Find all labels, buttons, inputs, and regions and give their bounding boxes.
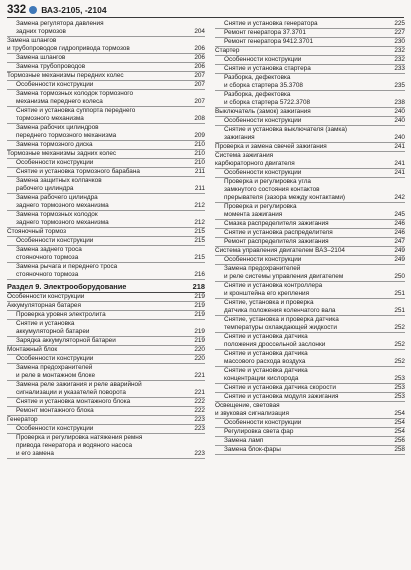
toc-entry-title: Ремонт генератора 9412.3701 <box>224 38 314 45</box>
toc-entry <box>7 81 205 90</box>
toc-entry-page: 220 <box>194 355 205 362</box>
toc-entry-title: Проверка и регулировка момента зажигания <box>224 203 297 218</box>
toc-entry-title: Стояночный тормоз <box>7 228 66 235</box>
toc-entry-page: 256 <box>394 437 405 444</box>
toc-entry-page: 223 <box>194 416 205 423</box>
toc-entry-title: Особенности конструкции <box>224 56 302 63</box>
toc-entry <box>215 316 405 333</box>
toc-entry-title: Замена предохранителей и реле системы управления двигателем <box>224 265 344 280</box>
toc-entry <box>7 159 205 168</box>
toc-entry <box>215 256 405 265</box>
toc-entry-page: 238 <box>394 99 405 106</box>
toc-entry-page: 207 <box>194 72 205 79</box>
toc-entry-title: Проверка и регулировка угла замкнутого состояния контактов прерывателя (зазора между контактами) <box>224 178 346 201</box>
toc-entry-title: Система зажигания карбюраторного двигателя <box>215 152 295 167</box>
toc-left-column <box>7 20 205 459</box>
toc-entry-title: Выключатель (замок) зажигания <box>215 108 311 115</box>
toc-entry <box>215 393 405 402</box>
toc-entry <box>7 425 205 434</box>
toc-entry <box>7 177 205 194</box>
toc-entry <box>7 293 205 302</box>
toc-entry-page: 240 <box>394 117 405 124</box>
toc-entry <box>215 56 405 65</box>
toc-entry <box>215 29 405 38</box>
toc-entry <box>215 169 405 178</box>
toc-entry-page: 210 <box>194 150 205 157</box>
toc-entry-title: Снятие и установка тормозного барабана <box>16 168 140 175</box>
toc-entry-title: Проверка и замена свечей зажигания <box>215 143 327 150</box>
toc-entry-title: Снятие и установка распределителя <box>224 229 333 236</box>
toc-entry-page: 249 <box>394 247 405 254</box>
page-number: 332 <box>7 4 27 16</box>
toc-entry <box>215 47 405 56</box>
toc-entry-title: Раздел 9. Электрооборудование <box>7 282 127 291</box>
toc-entry-page: 215 <box>194 254 205 261</box>
toc-entry-title: Снятие и установка модуля зажигания <box>224 393 339 400</box>
toc-entry-page: 232 <box>394 56 405 63</box>
toc-entry <box>215 229 405 238</box>
toc-entry-page: 204 <box>194 28 205 35</box>
toc-right-column <box>215 20 405 455</box>
toc-entry-page: 254 <box>394 419 405 426</box>
toc-entry-page: 249 <box>394 256 405 263</box>
toc-entry-title: Проверка уровня электролита <box>16 311 106 318</box>
toc-entry-page: 242 <box>394 194 405 201</box>
toc-entry-page: 245 <box>394 211 405 218</box>
toc-entry-title: Особенности конструкции <box>16 237 94 244</box>
toc-entry-page: 222 <box>194 398 205 405</box>
toc-entry-page: 240 <box>394 134 405 141</box>
toc-entry-page: 241 <box>394 143 405 150</box>
toc-entry <box>215 74 405 91</box>
toc-entry-title: Система управления двигателем ВАЗ–2104 <box>215 247 345 254</box>
toc-entry-page: 246 <box>394 229 405 236</box>
toc-entry-title: Замена ламп <box>224 437 264 444</box>
toc-entry <box>215 428 405 437</box>
toc-entry <box>7 168 205 177</box>
toc-entry-page: 206 <box>194 54 205 61</box>
toc-entry-title: Особенности конструкции <box>224 169 302 176</box>
toc-entry-title: Замена защитных колпачков рабочего цилиндра <box>16 177 102 192</box>
toc-entry <box>215 238 405 247</box>
toc-entry-title: Снятие и установка аккумуляторной батареи <box>16 320 90 335</box>
toc-entry <box>215 20 405 29</box>
toc-entry <box>215 91 405 108</box>
toc-entry <box>7 20 205 37</box>
toc-entry-title: Снятие и установка выключателя (замка) зажигания <box>224 126 348 141</box>
toc-entry-title: Особенности конструкции <box>7 293 85 300</box>
toc-entry-title: Замена заднего троса стояночного тормоза <box>16 246 82 261</box>
book-model-title: ВАЗ-2105, -2104 <box>41 5 107 15</box>
toc-entry-page: 221 <box>194 389 205 396</box>
toc-entry-page: 227 <box>394 29 405 36</box>
toc-entry <box>7 263 205 280</box>
toc-entry-title: Замена тормозных колодок тормозного механизма переднего колеса <box>16 90 134 105</box>
toc-entry-page: 220 <box>194 346 205 353</box>
toc-entry <box>215 384 405 393</box>
toc-entry-page: 215 <box>194 228 205 235</box>
toc-entry-title: Снятие, установка и проверка датчика положения коленчатого вала <box>224 299 336 314</box>
toc-entry <box>215 152 405 169</box>
toc-entry-title: Особенности конструкции <box>16 425 94 432</box>
toc-entry-page: 241 <box>394 169 405 176</box>
toc-entry-page: 207 <box>194 81 205 88</box>
toc-entry-page: 230 <box>394 38 405 45</box>
toc-entry-page: 232 <box>394 47 405 54</box>
toc-entry-page: 216 <box>194 271 205 278</box>
toc-entry-title: Снятие, установка и проверка датчика температуры охлаждающей жидкости <box>224 316 339 331</box>
toc-entry-title: Освещение, световая и звуковая сигнализация <box>215 402 289 417</box>
toc-entry <box>215 117 405 126</box>
toc-entry-title: Ремонт монтажного блока <box>16 407 94 414</box>
toc-entry <box>7 228 205 237</box>
toc-entry <box>7 346 205 355</box>
toc-entry-title: Особенности конструкции <box>224 256 302 263</box>
toc-entry-title: Разборка, дефектовка и сборка стартера 35.3708 <box>224 74 303 89</box>
toc-entry-page: 209 <box>194 132 205 139</box>
toc-entry <box>7 90 205 107</box>
toc-entry-title: Аккумуляторная батарея <box>7 302 81 309</box>
toc-entry-page: 250 <box>394 273 405 280</box>
toc-entry-page: 223 <box>194 425 205 432</box>
toc-entry-title: Замена шлангов <box>16 54 66 61</box>
toc-entry-page: 258 <box>394 446 405 453</box>
toc-entry-title: Снятие и установка стартера <box>224 65 311 72</box>
toc-entry <box>7 37 205 54</box>
toc-entry-page: 219 <box>194 293 205 300</box>
toc-entry <box>7 320 205 337</box>
toc-entry-page: 208 <box>194 115 205 122</box>
toc-entry <box>7 337 205 346</box>
toc-entry <box>215 65 405 74</box>
toc-entry-title: Разборка, дефектовка и сборка стартера 5722.3708 <box>224 91 311 106</box>
toc-entry-page: 219 <box>194 311 205 318</box>
toc-entry-page: 235 <box>394 82 405 89</box>
toc-entry-page: 254 <box>394 410 405 417</box>
toc-entry-page: 206 <box>194 63 205 70</box>
toc-entry-title: Замена рабочего цилиндра заднего тормозного механизма <box>16 194 109 209</box>
toc-entry-page: 211 <box>194 185 205 192</box>
toc-entry-page: 215 <box>194 237 205 244</box>
toc-entry-title: Замена трубопроводов <box>16 63 86 70</box>
toc-entry <box>215 350 405 367</box>
toc-entry <box>215 38 405 47</box>
toc-entry-title: Снятие и установка суппорта переднего тормозного механизма <box>16 107 136 122</box>
toc-entry-page: 251 <box>394 290 405 297</box>
toc-entry <box>215 402 405 419</box>
toc-entry-title: Регулировка света фар <box>224 428 294 435</box>
toc-entry-page: 225 <box>394 20 405 27</box>
toc-entry-page: 240 <box>394 108 405 115</box>
toc-entry-page: 247 <box>394 238 405 245</box>
toc-entry-title: Снятие и установка датчика массового расхода воздуха <box>224 350 308 365</box>
toc-entry <box>7 237 205 246</box>
toc-entry <box>7 63 205 72</box>
toc-entry-page: 252 <box>394 358 405 365</box>
toc-entry <box>7 141 205 150</box>
toc-entry-page: 223 <box>194 450 205 457</box>
toc-entry <box>7 124 205 141</box>
toc-entry <box>7 194 205 211</box>
toc-entry-page: 210 <box>194 141 205 148</box>
toc-entry <box>215 299 405 316</box>
toc-entry <box>215 437 405 446</box>
toc-entry-title: Замена тормозного диска <box>16 141 93 148</box>
toc-entry <box>215 367 405 384</box>
toc-entry-title: Ремонт распределителя зажигания <box>224 238 329 245</box>
toc-entry-page: 211 <box>194 168 205 175</box>
toc-entry-page: 221 <box>194 372 205 379</box>
toc-entry <box>215 143 405 152</box>
toc-entry <box>215 446 405 455</box>
toc-entry-page: 212 <box>194 219 205 226</box>
toc-entry <box>215 333 405 350</box>
toc-entry-title: Смазка распределителя зажигания <box>224 220 329 227</box>
toc-entry <box>7 72 205 81</box>
toc-entry-title: Замена рычага и переднего троса стояночного тормоза <box>16 263 118 278</box>
toc-entry-page: 252 <box>394 324 405 331</box>
toc-entry-title: Снятие и установка датчика концентрации кислорода <box>224 367 308 382</box>
toc-entry-title: Стартер <box>215 47 240 54</box>
toc-entry <box>215 178 405 203</box>
toc-entry-title: Проверка и регулировка натяжения ремня привода генератора и водяного насоса и его замена <box>16 434 143 457</box>
toc-entry-title: Генератор <box>7 416 38 423</box>
toc-entry-title: Снятие и установка монтажного блока <box>16 398 131 405</box>
toc-entry-page: 246 <box>394 220 405 227</box>
toc-entry-page: 207 <box>194 98 205 105</box>
toc-entry-page: 251 <box>394 307 405 314</box>
toc-entry-title: Замена блок-фары <box>224 446 281 453</box>
toc-entry <box>7 311 205 320</box>
page-header <box>7 3 404 18</box>
toc-entry-page: 219 <box>194 337 205 344</box>
toc-entry-title: Тормозные механизмы задних колес <box>7 150 117 157</box>
toc-entry-page: 218 <box>192 282 205 291</box>
toc-entry <box>215 203 405 220</box>
toc-entry <box>215 282 405 299</box>
toc-entry-page: 241 <box>394 160 405 167</box>
toc-entry-page: 210 <box>194 159 205 166</box>
toc-entry <box>215 108 405 117</box>
toc-entry-title: Особенности конструкции <box>224 419 302 426</box>
toc-entry-title: Снятие и установка генератора <box>224 20 318 27</box>
toc-entry-title: Замена тормозных колодок заднего тормозного механизма <box>16 211 109 226</box>
toc-entry-page: 253 <box>394 384 405 391</box>
toc-entry-title: Снятие и установка датчика скорости <box>224 384 336 391</box>
toc-entry-page: 222 <box>194 407 205 414</box>
toc-entry-title: Особенности конструкции <box>16 81 94 88</box>
toc-entry <box>7 302 205 311</box>
toc-entry-page: 254 <box>394 428 405 435</box>
toc-entry <box>215 220 405 229</box>
toc-entry <box>7 434 205 459</box>
toc-entry <box>7 355 205 364</box>
toc-entry-title: Снятие и установка датчика положения дроссельной заслонки <box>224 333 326 348</box>
toc-entry <box>7 246 205 263</box>
toc-entry-title: Особенности конструкции <box>16 159 94 166</box>
toc-entry-title: Зарядка аккумуляторной батареи <box>16 337 116 344</box>
toc-entry-page: 212 <box>194 202 205 209</box>
toc-entry <box>215 419 405 428</box>
toc-entry <box>215 126 405 143</box>
toc-entry <box>7 381 205 398</box>
toc-entry <box>7 407 205 416</box>
toc-entry <box>7 364 205 381</box>
toc-entry-page: 206 <box>194 45 205 52</box>
toc-entry <box>7 398 205 407</box>
toc-entry-page: 253 <box>394 375 405 382</box>
toc-entry <box>7 150 205 159</box>
toc-entry-page: 253 <box>394 393 405 400</box>
toc-entry-title: Замена регулятора давления задних тормозов <box>16 20 104 35</box>
toc-entry <box>215 247 405 256</box>
toc-entry-page: 219 <box>194 328 205 335</box>
bullet-dot-icon <box>29 6 37 14</box>
section-heading <box>7 282 205 293</box>
toc-entry-page: 233 <box>394 65 405 72</box>
toc-entry-title: Замена реле зажигания и реле аварийной сигнализации и указателей поворота <box>16 381 142 396</box>
toc-entry-title: Монтажный блок <box>7 346 58 353</box>
toc-entry-title: Замена предохранителей и реле в монтажном блоке <box>16 364 96 379</box>
toc-entry <box>215 265 405 282</box>
toc-entry-title: Тормозные механизмы передних колес <box>7 72 124 79</box>
toc-entry-title: Снятие и установка контроллера и кронштейна его крепления <box>224 282 323 297</box>
toc-entry <box>7 416 205 425</box>
toc-entry-title: Особенности конструкции <box>16 355 94 362</box>
toc-entry-title: Замена рабочих цилиндров переднего тормозного механизма <box>16 124 117 139</box>
toc-entry-title: Особенности конструкции <box>224 117 302 124</box>
toc-entry-page: 252 <box>394 341 405 348</box>
toc-entry <box>7 54 205 63</box>
toc-entry <box>7 107 205 124</box>
toc-entry <box>7 211 205 228</box>
toc-entry-page: 219 <box>194 302 205 309</box>
toc-entry-title: Замена шлангов и трубопроводов гидропривода тормозов <box>7 37 130 52</box>
toc-entry-title: Ремонт генератора 37.3701 <box>224 29 306 36</box>
